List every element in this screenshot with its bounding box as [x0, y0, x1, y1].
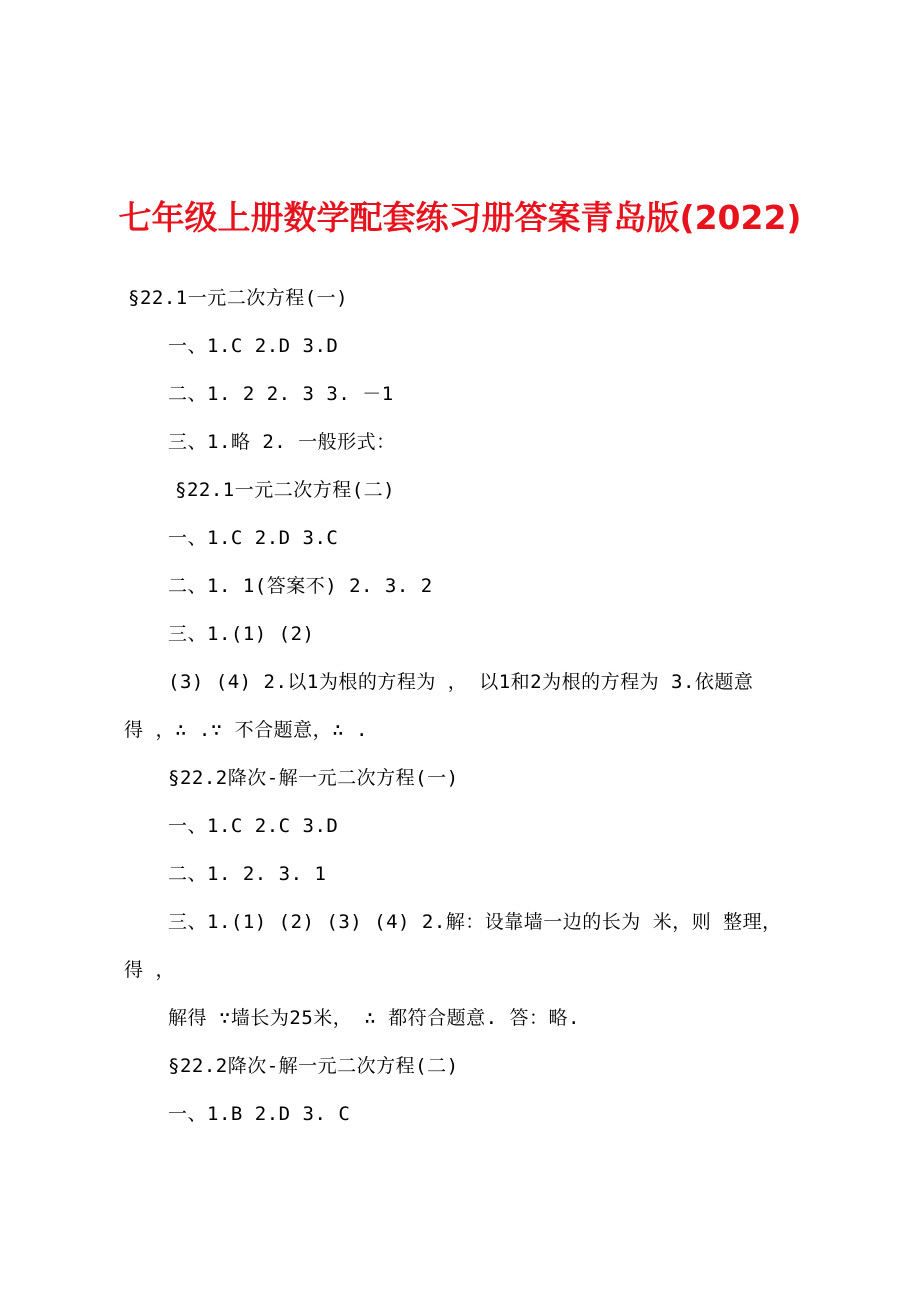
answer-line: 一、1.B 2.D 3. C [168, 1103, 351, 1125]
answer-line: 三、1.略 2. 一般形式： [168, 431, 396, 453]
answer-line: 一、1.C 2.D 3.C [168, 527, 339, 549]
answer-line: 二、1. 1(答案不) 2. 3. 2 [168, 575, 433, 597]
answer-line: 解得 ∵墙长为25米， ∴ 都符合题意. 答：略. [168, 1007, 580, 1029]
answer-line: 三、1.(1) (2) (3) (4) 2.解：设靠墙一边的长为 米，则 整理， [168, 911, 782, 933]
document-title: 七年级上册数学配套练习册答案青岛版(2022) [118, 198, 802, 237]
answer-line: 三、1.(1) (2) [168, 623, 315, 645]
section-heading: §22.1一元二次方程(一) [128, 287, 349, 309]
answer-line: 一、1.C 2.D 3.D [168, 335, 339, 357]
section-heading: §22.2降次-解一元二次方程(一) [168, 767, 459, 789]
answer-line: 二、1. 2 2. 3 3. －1 [168, 383, 394, 405]
section-heading: §22.1一元二次方程(二) [175, 479, 396, 501]
answer-line: (3) (4) 2.以1为根的方程为 ， 以1和2为根的方程为 3.依题意 [168, 671, 754, 693]
section-heading: §22.2降次-解一元二次方程(二) [168, 1055, 459, 1077]
answer-line: 二、1. 2. 3. 1 [168, 863, 327, 885]
answer-line: 得 ， [124, 959, 175, 981]
answer-line: 一、1.C 2.C 3.D [168, 815, 339, 837]
answer-line: 得 ，∴ .∵ 不合题意，∴ . [124, 719, 368, 741]
